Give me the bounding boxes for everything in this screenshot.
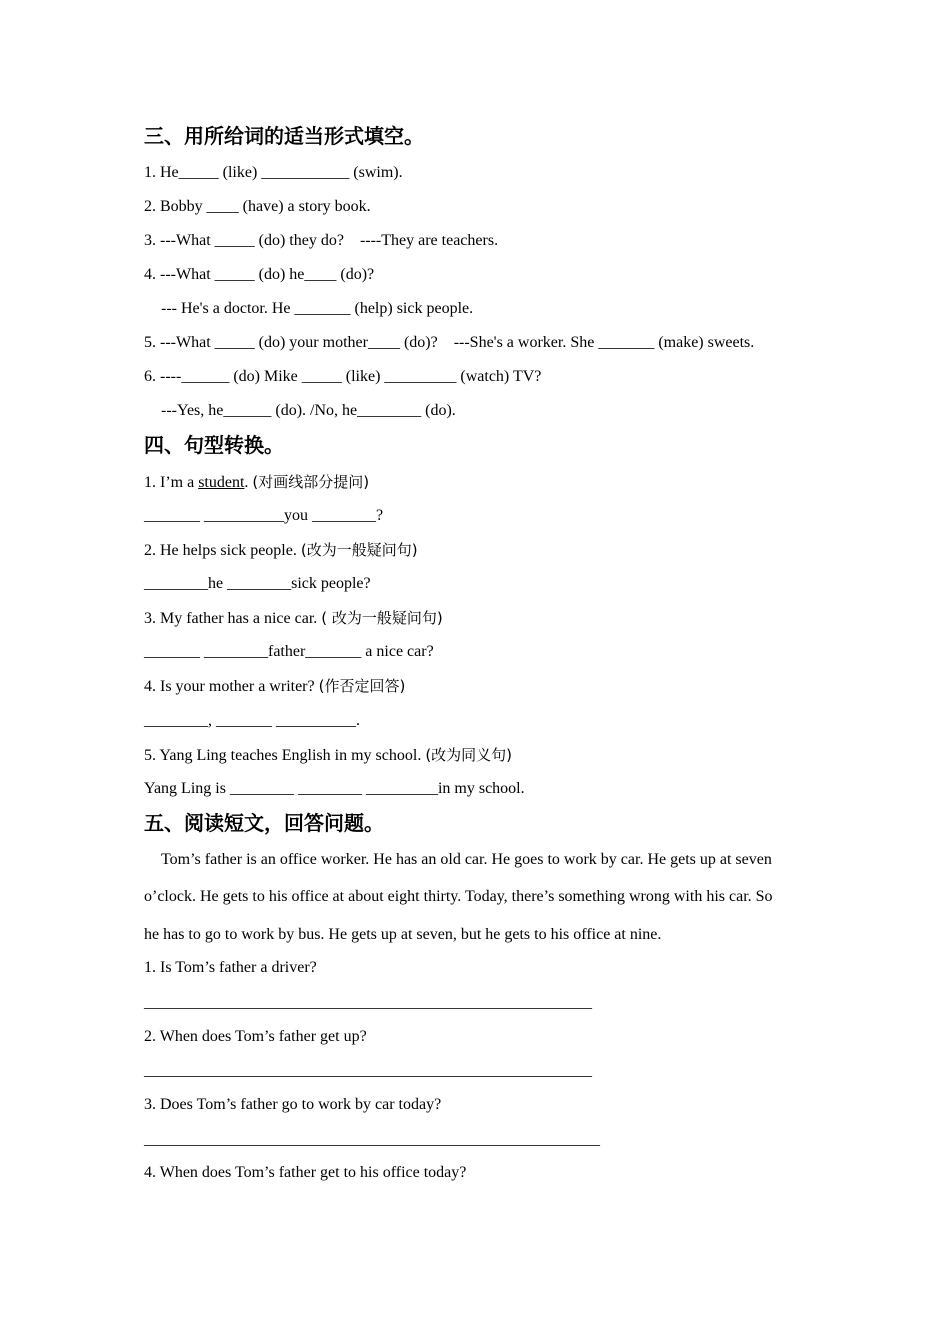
sec3-item-3: 3. ---What _____ (do) they do? ----They are teachers. bbox=[144, 232, 499, 249]
q4-text: 4. Is your mother a writer? bbox=[144, 678, 319, 695]
reading-question-4: 4. When does Tom’s father get to his office today? bbox=[144, 1164, 467, 1181]
sec4-answer-3: _______ ________father_______ a nice car? bbox=[144, 643, 434, 660]
passage-line-3: he has to go to work by bus. He gets up at seven, but he gets to his office at nine. bbox=[144, 926, 662, 943]
q1-instruction: (对画线部分提问) bbox=[252, 473, 370, 491]
reading-question-2: 2. When does Tom’s father get up? bbox=[144, 1028, 367, 1045]
reading-question-1: 1. Is Tom’s father a driver? bbox=[144, 959, 317, 976]
sec3-item-4: 4. ---What _____ (do) he____ (do)? bbox=[144, 266, 375, 283]
q5-text: 5. Yang Ling teaches English in my school. bbox=[144, 747, 426, 764]
sec3-item-2: 2. Bobby ____ (have) a story book. bbox=[144, 198, 371, 215]
section4-title: 四、句型转换。 bbox=[144, 433, 284, 457]
q1-pre: 1. I’m a bbox=[144, 474, 199, 491]
passage-line-1: Tom’s father is an office worker. He has an old car. He goes to work by car. He gets up at seven bbox=[161, 851, 772, 868]
sec4-answer-5: Yang Ling is ________ ________ _________in my school. bbox=[144, 780, 525, 797]
sec3-item-1: 1. He_____ (like) ___________ (swim). bbox=[144, 164, 403, 181]
sec4-answer-1: _______ __________you ________? bbox=[144, 507, 384, 524]
q1-post: . bbox=[244, 474, 253, 491]
sec4-answer-2: ________he ________sick people? bbox=[144, 575, 371, 592]
q3-instruction: ( 改为一般疑问句) bbox=[321, 609, 443, 627]
sec3-item-6-reply: ---Yes, he______ (do). /No, he________ (do). bbox=[161, 402, 456, 419]
section5-title: 五、阅读短文，回答问题。 bbox=[144, 811, 384, 835]
q5-instruction: (改为同义句) bbox=[425, 746, 513, 764]
q3-text: 3. My father has a nice car. bbox=[144, 610, 322, 627]
section3-title: 三、用所给词的适当形式填空。 bbox=[144, 124, 424, 148]
sec4-question-5 bbox=[144, 745, 512, 766]
answer-line-1: ________________________________________________________ bbox=[144, 994, 592, 1011]
sec4-question-2 bbox=[144, 540, 418, 561]
q4-instruction: (作否定回答) bbox=[318, 677, 406, 695]
sec4-question-4 bbox=[144, 676, 405, 697]
sec4-question-1 bbox=[144, 472, 369, 493]
passage-line-2: o’clock. He gets to his office at about eight thirty. Today, there’s something wrong with his car. So bbox=[144, 888, 773, 905]
sec4-answer-4: ________, _______ __________. bbox=[144, 712, 360, 729]
q2-text: 2. He helps sick people. bbox=[144, 542, 301, 559]
sec3-item-5: 5. ---What _____ (do) your mother____ (do)? ---She's a worker. She _______ (make) sweets. bbox=[144, 334, 755, 351]
answer-line-2: ________________________________________________________ bbox=[144, 1062, 592, 1079]
sec3-item-4-reply: --- He's a doctor. He _______ (help) sick people. bbox=[161, 300, 474, 317]
answer-line-3: _________________________________________________________ bbox=[144, 1131, 600, 1148]
sec4-question-3 bbox=[144, 608, 443, 629]
sec3-item-6: 6. ----______ (do) Mike _____ (like) _________ (watch) TV? bbox=[144, 368, 542, 385]
reading-question-3: 3. Does Tom’s father go to work by car today? bbox=[144, 1096, 442, 1113]
q2-instruction: (改为一般疑问句) bbox=[300, 541, 418, 559]
q1-underlined-word: student bbox=[198, 474, 245, 491]
